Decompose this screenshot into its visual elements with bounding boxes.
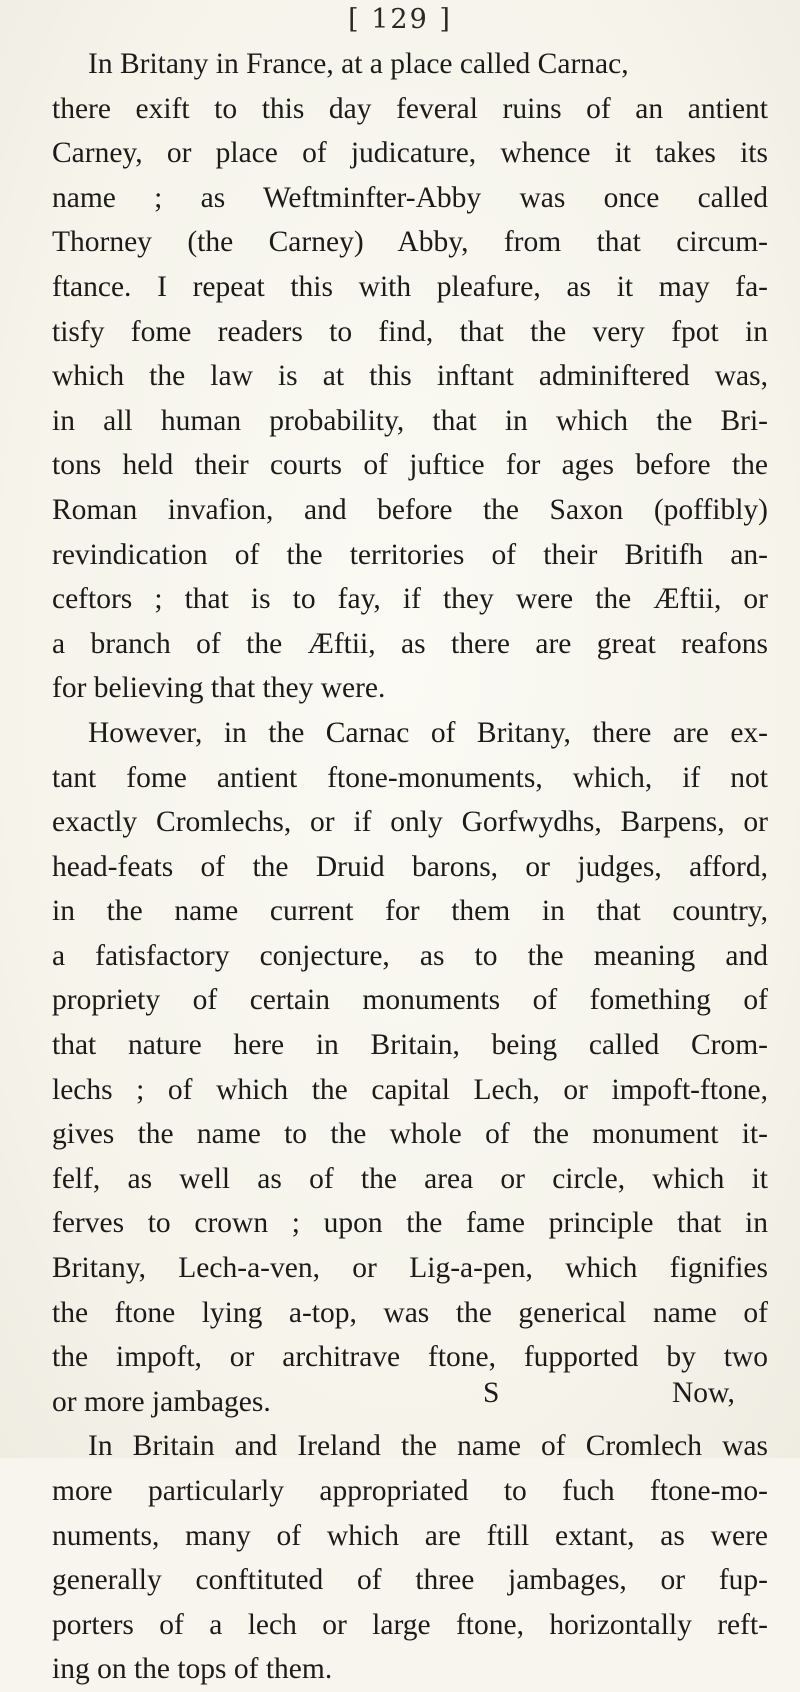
text-line: tant fome antient ftone-monuments, which, if not: [52, 761, 768, 794]
signature-mark: S: [483, 1377, 500, 1409]
text-line: for believing that they were.: [52, 672, 386, 705]
text-line: the impoft, or architrave ftone, fupported by two: [52, 1341, 768, 1374]
text-line: porters of a lech or large ftone, horizontally reft-: [52, 1608, 768, 1641]
text-line: head-feats of the Druid barons, or judges, afford,: [52, 850, 768, 883]
text-line: exactly Cromlechs, or if only Gorfwydhs, Barpens, or: [52, 806, 768, 839]
text-line: propriety of certain monuments of fomething of: [52, 984, 768, 1017]
text-line: In Britany in France, at a place called Carnac,: [88, 48, 629, 80]
page-number: [ 129 ]: [348, 4, 452, 35]
text-line: more particularly appropriated to fuch ftone-mo-: [52, 1475, 768, 1507]
text-line: tons held their courts of juftice for ages before the: [52, 449, 768, 482]
text-line: generally conftituted of three jambages, or fup-: [52, 1564, 768, 1597]
text-line: tisfy fome readers to find, that the very fpot in: [52, 315, 768, 348]
text-line: there exift to this day feveral ruins of an antient: [52, 92, 768, 125]
page-footer: [0, 1377, 800, 1421]
text-line: in all human probability, that in which the Bri-: [52, 404, 768, 437]
text-line: Roman invafion, and before the Saxon (poffibly): [52, 493, 768, 526]
text-line: name ; as Weftminfter-Abby was once called: [52, 181, 768, 214]
text-line: Thorney (the Carney) Abby, from that circum-: [52, 226, 768, 259]
body-text: [52, 42, 768, 1692]
text-line: ing on the tops of them.: [52, 1653, 333, 1686]
text-line: In Britain and Ireland the name of Cromlech was: [88, 1430, 768, 1463]
text-line: Britany, Lech-a-ven, or Lig-a-pen, which fignifies: [52, 1252, 768, 1285]
text-line: the ftone lying a-top, was the generical name of: [52, 1296, 768, 1329]
text-line: revindication of the territories of their Britifh an-: [52, 538, 768, 571]
text-line: lechs ; of which the capital Lech, or impoft-ftone,: [52, 1073, 768, 1106]
text-line: Carney, or place of judicature, whence it takes its: [52, 137, 768, 170]
text-line: ceftors ; that is to fay, if they were the Æftii, or: [52, 583, 768, 616]
text-line: or more jambages.: [52, 1385, 271, 1418]
text-line: which the law is at this inftant adminiftered was,: [52, 360, 768, 393]
text-line: ftance. I repeat this with pleafure, as it may fa-: [52, 270, 768, 303]
text-line: ferves to crown ; upon the fame principle that in: [52, 1207, 768, 1240]
text-line: numents, many of which are ftill extant, as were: [52, 1519, 768, 1552]
text-line: felf, as well as of the area or circle, which it: [52, 1162, 768, 1195]
text-line: a branch of the Æftii, as there are great reafons: [52, 627, 768, 660]
text-line: in the name current for them in that country,: [52, 895, 768, 928]
catchword: Now,: [672, 1377, 735, 1409]
text-line: that nature here in Britain, being called Crom-: [52, 1029, 768, 1062]
text-line: However, in the Carnac of Britany, there are ex-: [88, 716, 768, 749]
text-line: gives the name to the whole of the monument it-: [52, 1118, 768, 1151]
text-line: a fatisfactory conjecture, as to the meaning and: [52, 939, 768, 972]
